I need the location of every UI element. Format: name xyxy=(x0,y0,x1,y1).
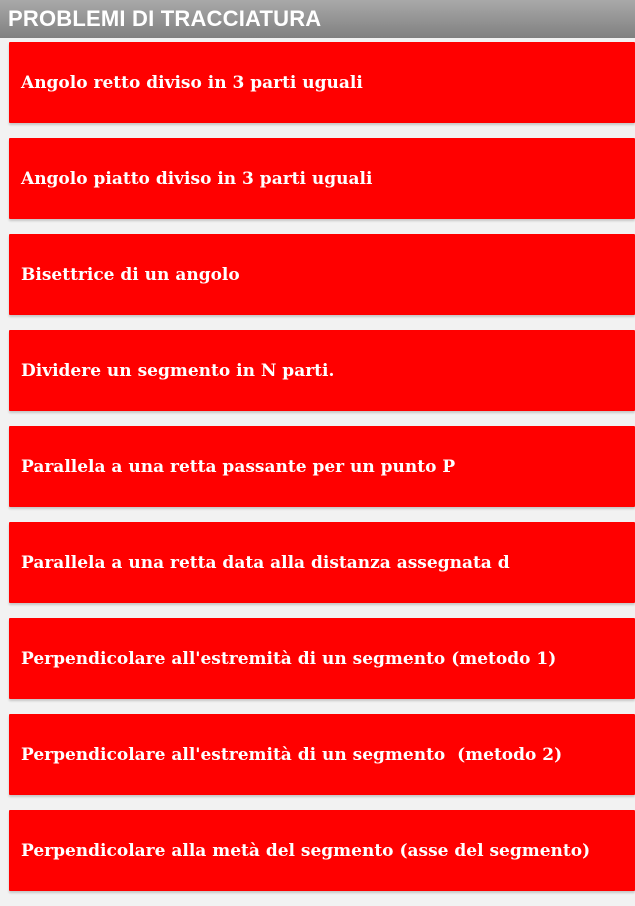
title-bar xyxy=(0,0,635,38)
list-item-parallela-distanza[interactable]: Parallela a una retta data alla distanza assegnata d xyxy=(9,522,635,603)
list-item-parallela-punto[interactable]: Parallela a una retta passante per un punto P xyxy=(9,426,635,507)
list-item-perpendicolare-metodo-1[interactable]: Perpendicolare all'estremità di un segmento (metodo 1) xyxy=(9,618,635,699)
list-item-angolo-piatto[interactable]: Angolo piatto diviso in 3 parti uguali xyxy=(9,138,635,219)
list-item-bisettrice[interactable]: Bisettrice di un angolo xyxy=(9,234,635,315)
list-item-asse-segmento[interactable]: Perpendicolare alla metà del segmento (asse del segmento) xyxy=(9,810,635,891)
problem-list xyxy=(9,42,635,906)
list-item-perpendicolare-metodo-2[interactable]: Perpendicolare all'estremità di un segmento (metodo 2) xyxy=(9,714,635,795)
list-item-angolo-retto[interactable]: Angolo retto diviso in 3 parti uguali xyxy=(9,42,635,123)
page-title: PROBLEMI DI TRACCIATURA xyxy=(8,6,322,31)
list-item-dividere-segmento[interactable]: Dividere un segmento in N parti. xyxy=(9,330,635,411)
